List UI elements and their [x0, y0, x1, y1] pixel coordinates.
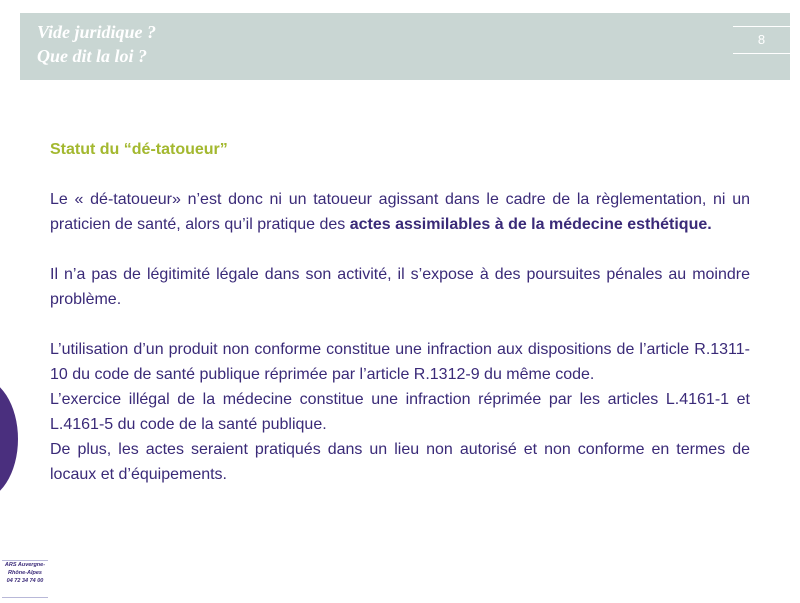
- logo-line-2: Rhône-Alpes: [8, 570, 42, 576]
- slide-title-line-2: Que dit la loi ?: [37, 46, 148, 66]
- ars-logo: [2, 560, 48, 598]
- paragraph-produit-non-conforme: L’utilisation d’un produit non conforme constitue une infraction aux dispositions de l’article R.1311-10 du code de santé publique réprimée par l’article R.1312-9 du même code.: [50, 341, 750, 383]
- paragraph-legitimite: Il n’a pas de légitimité légale dans son activité, il s’expose à des poursuites pénales au moindre problème.: [50, 266, 750, 308]
- logo-line-1: ARS Auvergne-: [4, 562, 46, 568]
- paragraph-statut-text: Le « dé-tatoueur» n’est donc ni un tatoueur agissant dans le cadre de la règlementation, ni un praticien de santé, alors qu’il pratique des: [50, 191, 750, 233]
- slide-title: [37, 20, 156, 68]
- decorative-half-circle: [0, 377, 18, 501]
- paragraph-lieu-non-autorise: De plus, les actes seraient pratiqués dans un lieu non autorisé et non conforme en termes de locaux et d’équipements.: [50, 441, 750, 483]
- paragraph-statut: [50, 187, 750, 237]
- section-title: Statut du “dé-tatoueur”: [50, 141, 228, 158]
- logo-line-3: 04 72 34 74 00: [6, 578, 44, 584]
- slide-content: [50, 137, 750, 487]
- page-number: 8: [733, 26, 790, 54]
- paragraph-statut-bold: actes assimilables à de la médecine esthétique.: [349, 216, 712, 233]
- paragraph-exercice-illegal: L’exercice illégal de la médecine constitue une infraction réprimée par les articles L.4161-1 et L.4161-5 du code de la santé publique.: [50, 391, 750, 433]
- slide-title-line-1: Vide juridique ?: [37, 22, 157, 42]
